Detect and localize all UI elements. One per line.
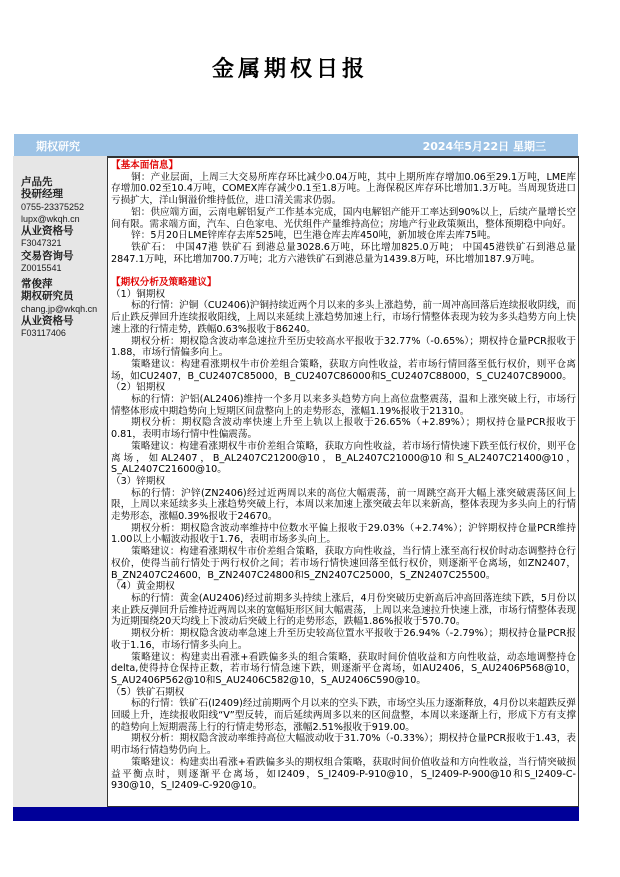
paragraph: 期权分析：期权隐含波动率急速上升至历史较高位置水平报收于26.94%（-2.79%）；期权持仓量PCR报收于1.16，市场行情多头向上。 [111,628,576,651]
item-title-zinc: （3）锌期权 [111,475,166,487]
license-number: F3047321 [21,238,62,249]
license-number: F03117406 [21,328,66,339]
item-title-iron-ore: （5）铁矿石期权 [111,686,185,698]
paragraph: 标的行情：沪铜（CU2406)沪铜持续近两个月以来的多头上涨趋势，前一周冲高回落后连续报收阴线，而后止跌反弹回升连续报收阳线，上周以来延续上涨趋势加速上行，市场行情整体表现为较为多头趋势方向上快速上涨的行情走势，跌幅0.63%报收于86240。 [111,300,576,335]
header-bar [14,134,578,156]
paragraph: 期权分析：期权隐含波动率维持高位大幅波动收于31.70%（-0.33%）；期权持仓量PCR报收于1.43，表明市场行情趋势仍向上。 [111,733,576,757]
report-body [107,156,579,807]
paragraph: 策略建议：构建看涨期权牛市价差组合策略，获取方向性收益，当行情上涨至高行权价时动态调整持仓行权价，使得当前行情处于两行权价之间；若市场行情快速回落至低行权价，则逐渐平仓离场，如ZN2407，B_ZN2407C24600，B_ZN2407C24800和S_ZN2407C25000，S_ZN2407C25500。 [111,546,576,581]
analyst-email[interactable]: lupx@wkqh.cn [21,213,80,224]
analyst-2 [21,278,97,339]
analyst-phone: 0755-23375252 [21,201,85,212]
fundamental-zinc: 锌：5月20日LME锌库存去库525吨，巴生港仓库去库450吨，新加坡仓库去库75吨。 [131,230,497,242]
analyst-email[interactable]: chang.jp@wkqh.cn [21,303,98,314]
paragraph: 标的行情：黄金(AU2406)经过前期多头持续上涨后，4月份突破历史新高后冲高回落连续下跌，5月份以来止跌反弹回升后维持近两周以来的宽幅矩形区间大幅震荡，上周以来急速拉升快速上涨，市场行情整体表现为近期围绕20天均线上下波动后突破上行的走势形态，跌幅1.86%报收于570.70。 [111,593,576,628]
report-title: 金属期权日报 [211,56,368,82]
paragraph: 标的行情：沪锌(ZN2406)经过近两周以来的高位大幅震荡，前一周跳空高开大幅上涨突破震荡区间上限，上周以来延续多头上涨趋势突破上行，本周以来加速上涨突破去年以来新高，整体表现为多头向上的行情走势形态，涨幅0.39%报收于24670。 [111,487,576,523]
paragraph: 策略建议：构建卖出看涨+看跌偏多头的组合策略，获取时间价值收益和方向性收益，动态地调整持仓delta,使得持仓保持正数，若市场行情急速下跌，则逐渐平仓离场，如AU2406，S_AU2406P568@10，S_AU2406P562@10和S_AU2406C582@10，S_AU2406C590@10。 [111,651,576,686]
section-label: 期权研究 [36,140,80,153]
fundamental-aluminum: 铝：供应端方面，云南电解铝复产工作基本完成，国内电解铝产能开工率达到90%以上，后续产量增长空间有限。需求端方面，汽车、白色家电、光伏组件产量维持高位；房地产行业政策频出，整体预期稳中向好。 [111,206,576,230]
paragraph: 策略建议：构建卖出看涨+看跌偏多头的期权组合策略，获取时间价值收益和方向性收益，当行情突破损益平衡点时，则逐渐平仓离场，如I2409，S_I2409-P-910@10，S_I2409-P-900@10和S_I2409-C-930@10，S_I2409-C-920@10。 [111,756,576,792]
paragraph: 标的行情：铁矿石(I2409)经过前期两个月以来的空头下跌，市场空头压力逐渐释放，4月份以来超跌反弹回暖上升，连续报收阳线“V”型反转，而后延续两周多以来的区间盘整，本周以来逐渐上行，形成下方有支撑的趋势向上短期震荡上行的行情走势形态，涨幅2.51%报收于919.00。 [111,698,576,733]
report-frame [13,156,579,821]
analyst-name: 常俊萍 [21,278,53,290]
analyst-sidebar [13,156,107,807]
paragraph: 策略建议：构建看涨期权牛市价差组合策略，获取方向性收益，若市场行情快速下跌至低行权价，则平仓离场，如AL2407，B_AL2407C21200@10，B_AL2407C21000@10和S_AL2407C21400@10，S_AL2407C21600@10。 [111,440,576,476]
analyst-role: 期权研究员 [21,290,74,303]
analysis-heading: 【期权分析及策略建议】 [111,277,217,289]
paragraph: 期权分析：期权隐含波动率维持中位数水平偏上报收于29.03%（+2.74%）；沪锌期权持仓量PCR维持1.00以上小幅波动报收于1.76，表明市场多头向上。 [111,522,576,546]
consult-number: Z0015541 [21,263,62,274]
paragraph: 期权分析：期权隐含波动率急速拉升至历史较高水平报收于32.77%（-0.65%）；期权持仓量PCR报收于1.88，市场行情偏多向上。 [111,335,576,359]
analyst-role: 投研经理 [21,188,63,201]
paragraph: 期权分析：期权隐含波动率快速上升至上轨以上报收于26.65%（+2.89%）；期权持仓量PCR报收于0.81，表明市场行情中性偏震荡。 [111,417,576,441]
license-label: 从业资格号 [21,225,74,238]
fundamentals-heading: 【基本面信息】 [111,160,179,171]
fundamental-copper: 铜：产业层面，上周三大交易所库存环比减少0.04万吨，其中上期所库存增加0.06至29.1万吨，LME库存增加0.02至10.4万吨，COMEX库存减少0.1至1.8万吨。上海保税区库存环比增加1.3万吨。当周现货进口亏损扩大，洋山铜溢价维持低位，进口清关需求仍弱。 [111,171,576,207]
license-label: 从业资格号 [21,314,74,327]
consult-label: 交易咨询号 [21,249,74,262]
item-title-copper: （1）铜期权 [111,288,166,300]
item-title-gold: （4）黄金期权 [111,581,175,593]
report-date: 2024年5月22日 星期三 [422,140,546,153]
footer-bar [13,807,579,821]
item-title-aluminum: （2）铝期权 [111,382,166,394]
analyst-1 [21,176,84,274]
fundamental-iron-ore: 铁矿石： 中国47港 铁矿石 到港总量3028.6万吨，环比增加825.0万吨； 中国45港铁矿石到港总量2847.1万吨，环比增加700.7万吨；北方六港铁矿石到港总量为1439.8万吨，环比增加187.9万吨。 [111,241,576,265]
analyst-name: 卢品先 [21,176,53,188]
paragraph: 标的行情：沪铝(AL2406)维持一个多月以来多头趋势方向上高位盘整震荡，温和上涨突破上行，市场行情整体形成中期趋势向上短期区间盘整向上的走势形态，涨幅1.19%报收于21310。 [111,394,576,417]
paragraph: 策略建议：构建看涨期权牛市价差组合策略，获取方向性收益，若市场行情回落至低行权价，则平仓离场，如CU2407，B_CU2407C85000，B_CU2407C86000和S_CU2407C88000，S_CU2407C89000。 [111,358,576,382]
